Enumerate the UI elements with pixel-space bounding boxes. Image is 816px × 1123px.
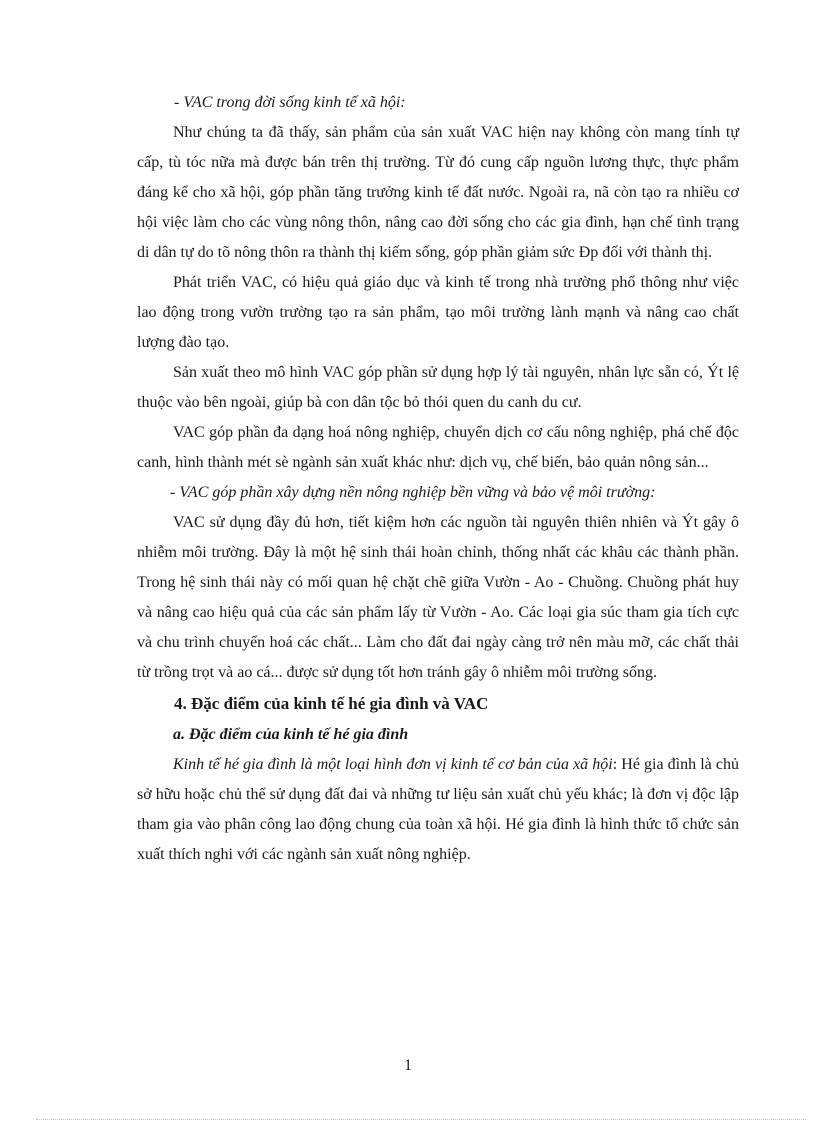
document-body (137, 88, 739, 870)
paragraph: VAC góp phần đa dạng hoá nông nghiệp, chuyển dịch cơ cấu nông nghiệp, phá chế độc canh, hình thành mét sè ngành sản xuất khác như: dịch vụ, chế biến, bảo quản nông sản... (137, 424, 739, 471)
paragraph: VAC sử dụng đầy đủ hơn, tiết kiệm hơn các nguồn tài nguyên thiên nhiên và Ýt gây ô nhiễm môi trường. Đây là một hệ sinh thái hoàn chỉnh, thống nhất các khâu các thành phần. Trong hệ sinh thái này có mối quan hệ chặt chẽ giữa Vườn - Ao - Chuồng. Chuồng phát huy và nâng cao hiệu quả của các sản phẩm lấy từ Vườn - Ao. Các loại gia súc tham gia tích cực và chu trình chuyển hoá các chất... Làm cho đất đai ngày càng trở nên màu mỡ, các chất thải từ trồng trọt và ao cá... được sử dụng tốt hơn tránh gây ô nhiễm môi trường sống. (137, 514, 739, 681)
paragraph-italic-lead: Kinh tế hé gia đình là một loại hình đơn vị kinh tế cơ bản của xã hội (173, 756, 613, 773)
heading-vac-in-socioeconomic-life: - VAC trong đời sống kinh tế xã hội: (174, 94, 406, 111)
paragraph-text: : Hé gia đình là chủ sở hữu hoặc chủ thể sử dụng đất đai và những tư liệu sản xuất chủ yếu khác; là đơn vị độc lập tham gia vào phân công lao động chung của toàn xã hội. Hé gia đình là hình thức tổ chức sản xuất thích nghi với các ngành sản xuất nông nghiệp. (137, 756, 739, 863)
section-heading: 4. Đặc điểm của kinh tế hé gia đình và VAC (174, 694, 489, 713)
footer-divider (36, 1119, 806, 1120)
paragraph: Sản xuất theo mô hình VAC góp phần sử dụng hợp lý tài nguyên, nhân lực sẵn có, Ýt lệ thuộc vào bên ngoài, giúp bà con dân tộc bỏ thói quen du canh du cư. (137, 364, 739, 411)
paragraph: Như chúng ta đã thấy, sản phẩm của sản xuất VAC hiện nay không còn mang tính tự cấp, tù tóc nữa mà được bán trên thị trường. Từ đó cung cấp nguồn lương thực, thực phẩm đáng kể cho xã hội, góp phần tăng trưởng kinh tế đất nước. Ngoài ra, nã còn tạo ra nhiều cơ hội việc làm cho các vùng nông thôn, nâng cao đời sống cho các gia đình, hạn chế tình trạng di dân tự do tõ nông thôn ra thành thị kiếm sống, góp phần giảm sức Ðp đối với thành thị. (137, 124, 739, 261)
page-number: 1 (404, 1057, 412, 1074)
paragraph: Phát triển VAC, có hiệu quả giáo dục và kinh tế trong nhà trường phổ thông như việc lao động trong vườn trường tạo ra sản phẩm, tạo môi trường lành mạnh và nâng cao chất lượng đào tạo. (137, 274, 739, 351)
subsection-heading: a. Đặc điểm của kinh tế hé gia đình (173, 726, 409, 743)
paragraph (137, 750, 739, 870)
heading-vac-sustainable-agriculture: - VAC góp phần xây dựng nền nông nghiệp bền vững và bảo vệ môi trường: (170, 484, 656, 501)
